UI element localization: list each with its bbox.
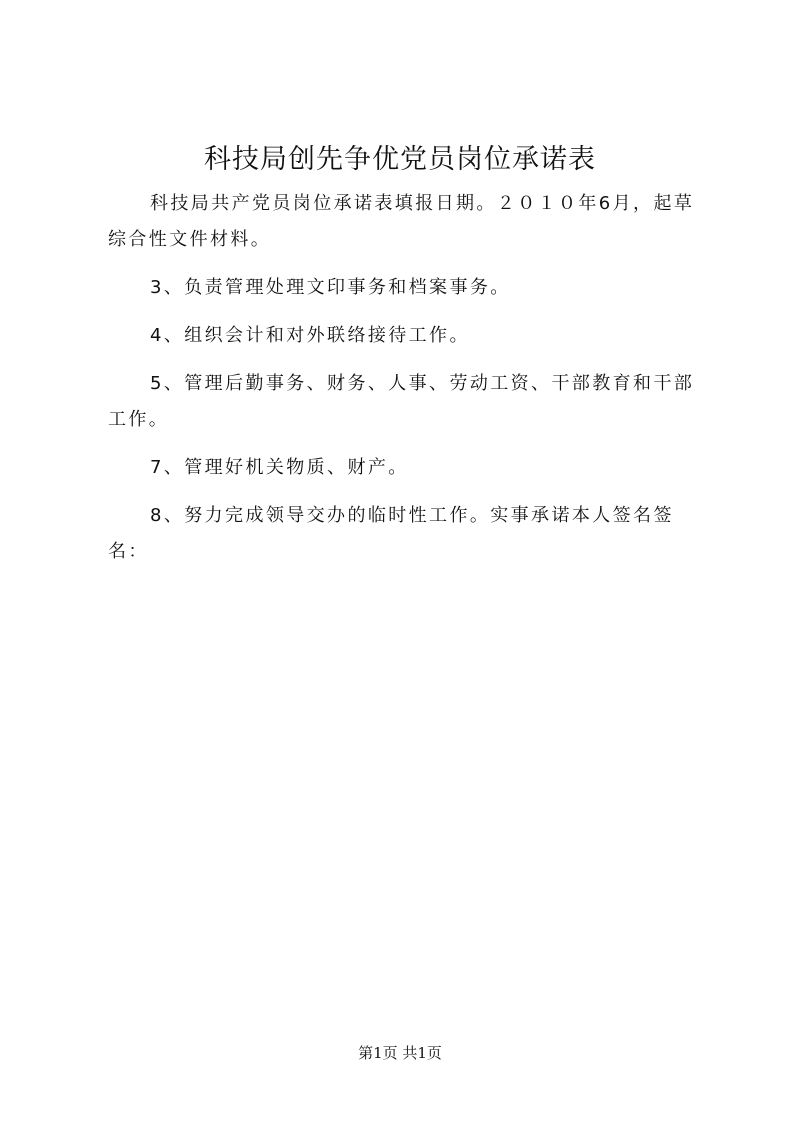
paragraph-item-5: 5、管理后勤事务、财务、人事、劳动工资、干部教育和干部工作。 [108,373,695,430]
paragraph-item-7: 7、管理好机关物质、财产。 [150,457,409,478]
paragraph-item-8-signature: 8、努力完成领导交办的临时性工作。实事承诺本人签名签名： [108,505,674,562]
document-body [108,186,702,582]
page-title: 科技局创先争优党员岗位承诺表 [204,144,596,175]
page-number-footer: 第1页 共1页 [358,1044,442,1062]
paragraph-item-3: 3、负责管理处理文印事务和档案事务。 [150,277,511,298]
paragraph-item-4: 4、组织会计和对外联络接待工作。 [150,325,470,346]
paragraph-date-drafting: 科技局共产党员岗位承诺表填报日期。２０１０年6月，起草综合性文件材料。 [108,193,695,250]
